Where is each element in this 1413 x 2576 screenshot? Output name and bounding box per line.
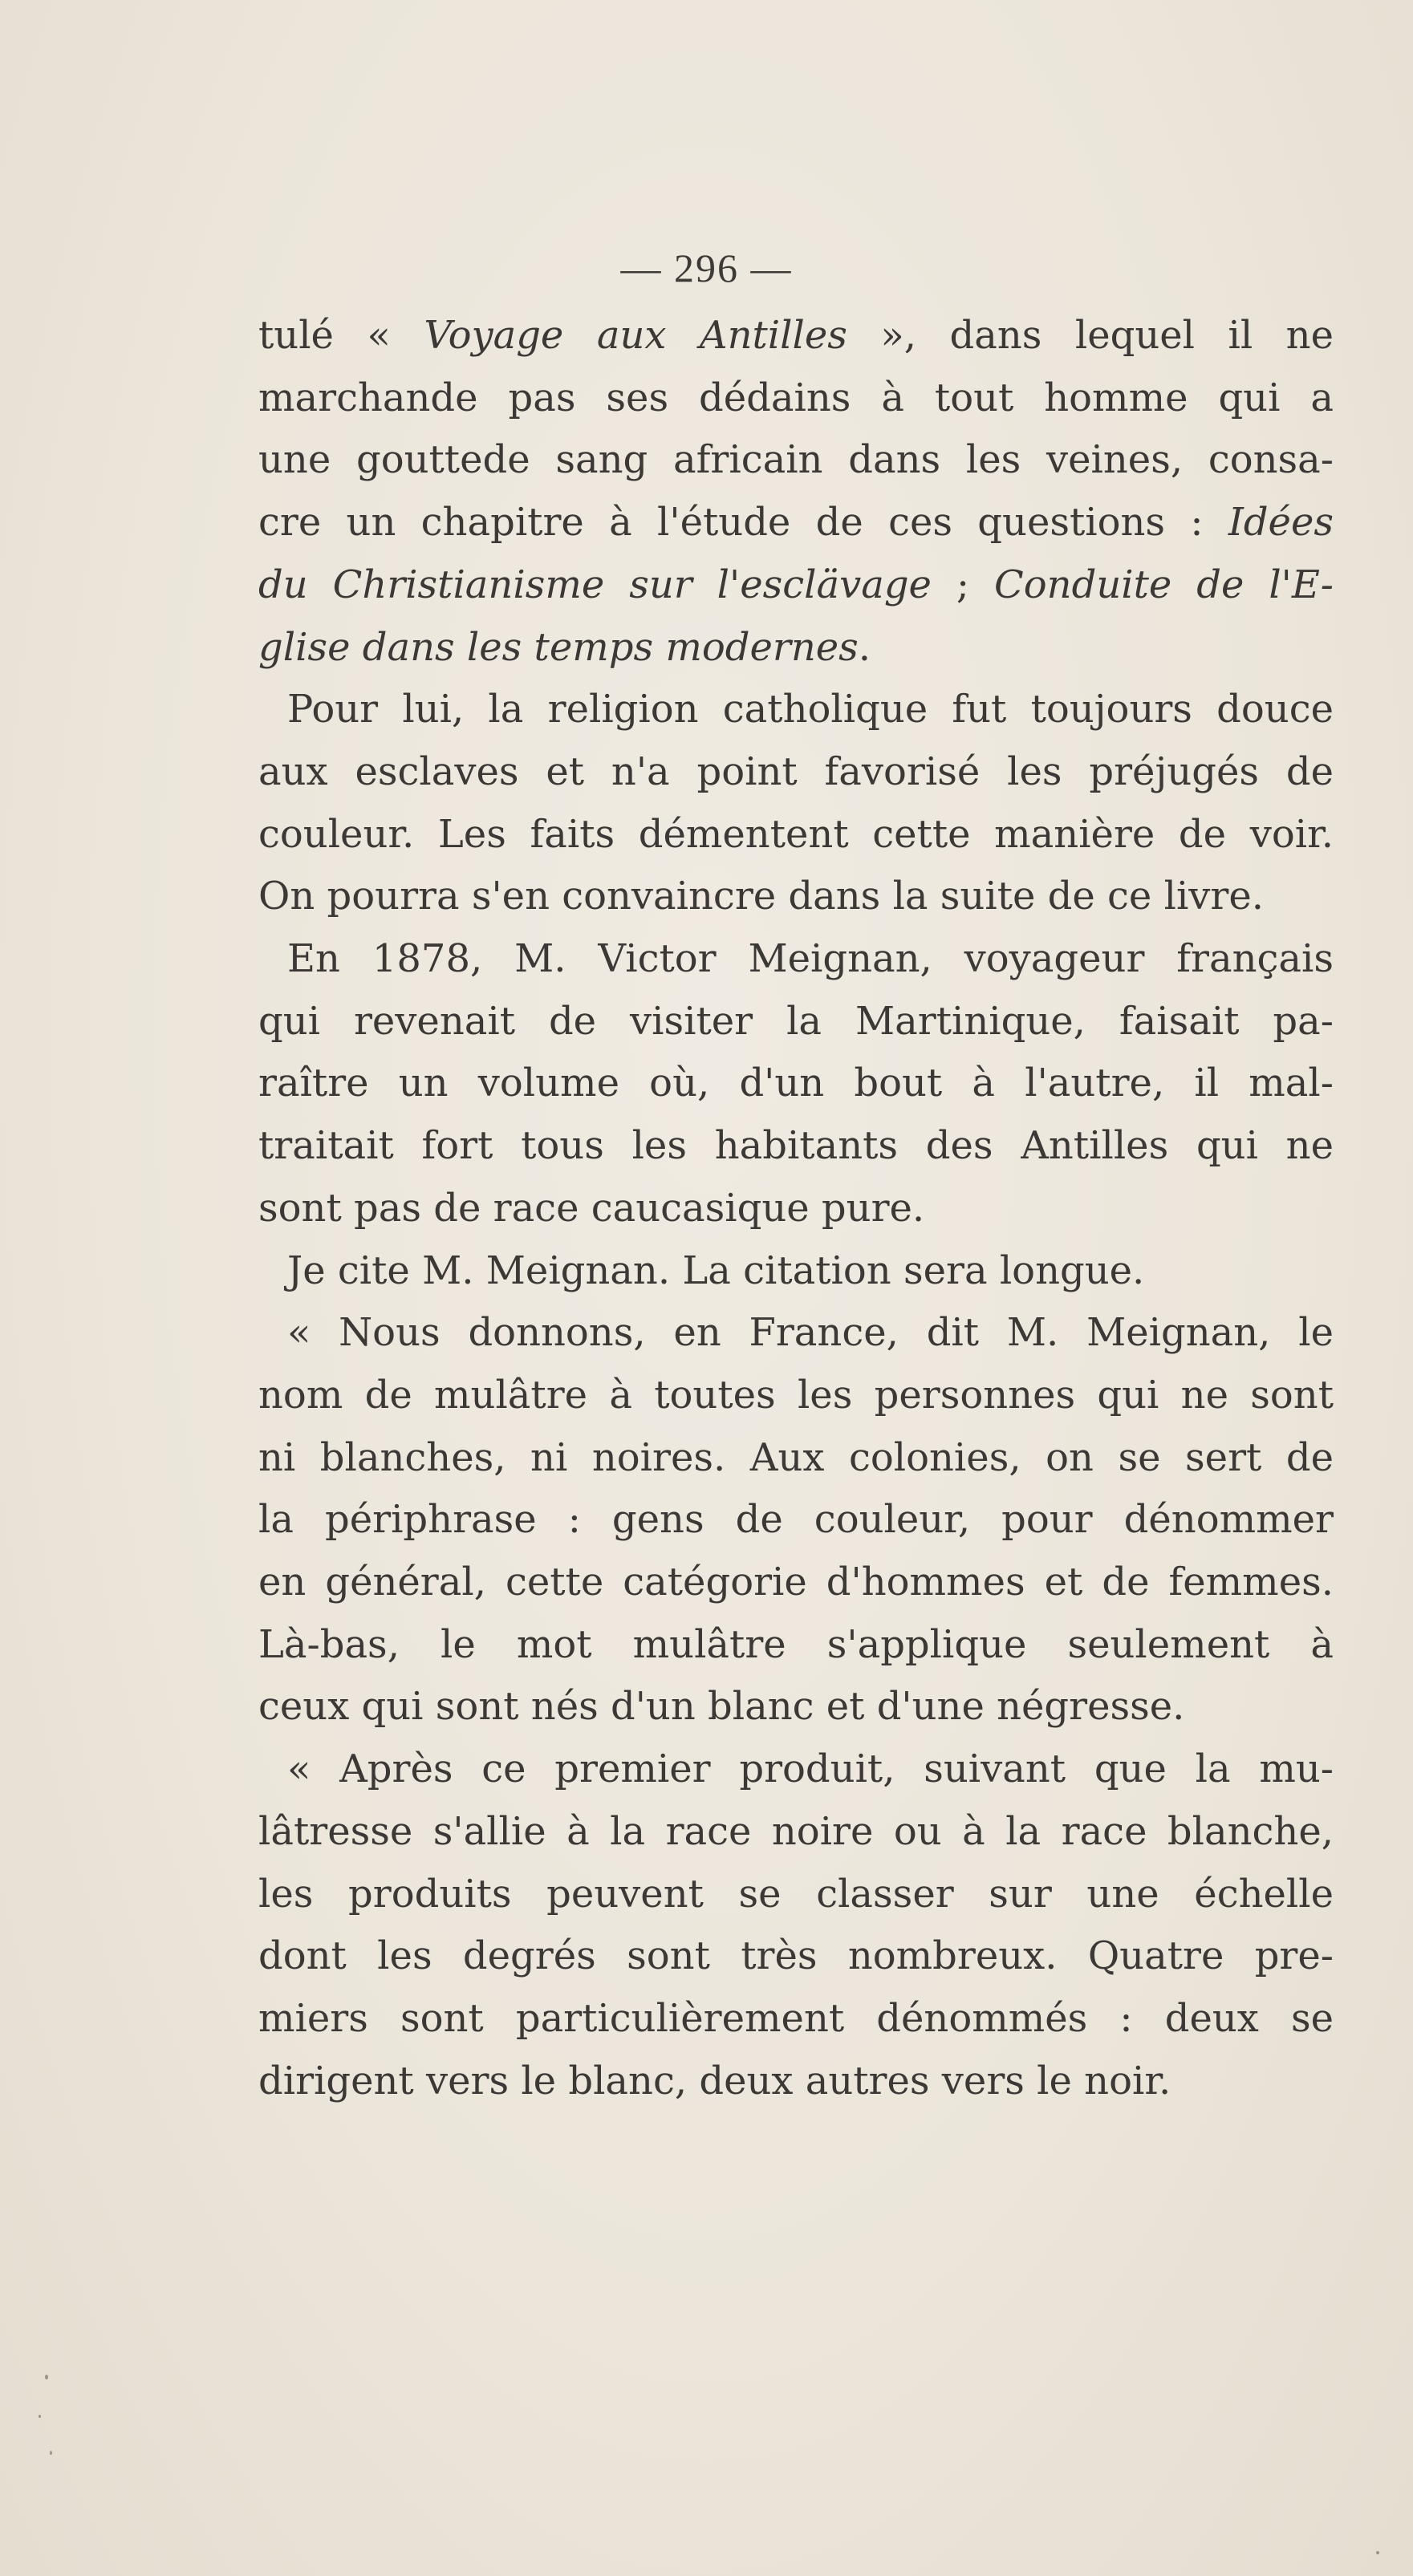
text-line: nom de mulâtre à toutes les personnes qui ne sont xyxy=(258,1372,1334,1418)
paper-speck xyxy=(45,2375,48,2379)
text-line: miers sont particulièrement dénommés : deux se xyxy=(258,1995,1334,2041)
text-line: Pour lui, la religion catholique fut toujours douce xyxy=(287,687,1334,732)
text-line: couleur. Les faits démentent cette manière de voir. xyxy=(258,811,1334,857)
text-line: En 1878, M. Victor Meignan, voyageur français xyxy=(287,936,1334,982)
text-line: Je cite M. Meignan. La citation sera longue. xyxy=(287,1247,1145,1293)
text-line: dont les degrés sont très nombreux. Quatre pre- xyxy=(258,1933,1334,1979)
text-line: dirigent vers le blanc, deux autres vers le noir. xyxy=(258,2058,1171,2103)
text-line: traitait fort tous les habitants des Antilles qui ne xyxy=(258,1123,1334,1169)
text-line: les produits peuvent se classer sur une échelle xyxy=(258,1871,1334,1917)
text-line: sont pas de race caucasique pure. xyxy=(258,1185,925,1231)
text-line: « Après ce premier produit, suivant que la mu- xyxy=(287,1746,1334,1792)
text-line: Là-bas, le mot mulâtre s'applique seulement à xyxy=(258,1621,1334,1667)
text-line: marchande pas ses dédains à tout homme qui a xyxy=(258,375,1334,420)
text-line: aux esclaves et n'a point favorisé les préjugés de xyxy=(258,748,1334,794)
paragraph xyxy=(258,679,1334,928)
text-line: du Christianisme sur l'esclävage ; Conduite de l'E- xyxy=(258,562,1334,607)
text-line: On pourra s'en convaincre dans la suite de ce livre. xyxy=(258,874,1265,919)
paragraph xyxy=(258,1240,1334,1303)
text-line: en général, cette catégorie d'hommes et de femmes. xyxy=(258,1560,1334,1605)
paragraph xyxy=(258,928,1334,1240)
paragraph xyxy=(258,1738,1334,2112)
text-line: raître un volume où, d'un bout à l'autre, il mal- xyxy=(258,1061,1334,1106)
paper-speck xyxy=(1376,2551,1379,2554)
paper-speck xyxy=(39,2415,41,2418)
paper-speck xyxy=(50,2451,52,2455)
text-line: une gouttede sang africain dans les veines, consa- xyxy=(258,437,1334,483)
text-line: lâtresse s'allie à la race noire ou à la race blanche, xyxy=(258,1808,1334,1854)
text-line: qui revenait de visiter la Martinique, faisait pa- xyxy=(258,998,1334,1044)
text-line: tulé « Voyage aux Antilles », dans lequel il ne xyxy=(258,313,1334,358)
text-line: la périphrase : gens de couleur, pour dénommer xyxy=(258,1497,1334,1543)
text-line: glise dans les temps modernes. xyxy=(258,624,871,670)
body-text xyxy=(258,305,1334,2112)
page-number: — 296 — xyxy=(620,245,793,290)
text-line: « Nous donnons, en France, dit M. Meignan, le xyxy=(287,1310,1334,1356)
text-line: ni blanches, ni noires. Aux colonies, on se sert de xyxy=(258,1434,1334,1480)
text-line: ceux qui sont nés d'un blanc et d'une négresse. xyxy=(258,1684,1185,1730)
text-line: cre un chapitre à l'étude de ces questions : Idées xyxy=(258,500,1334,546)
paragraph xyxy=(258,305,1334,679)
paragraph xyxy=(258,1302,1334,1738)
